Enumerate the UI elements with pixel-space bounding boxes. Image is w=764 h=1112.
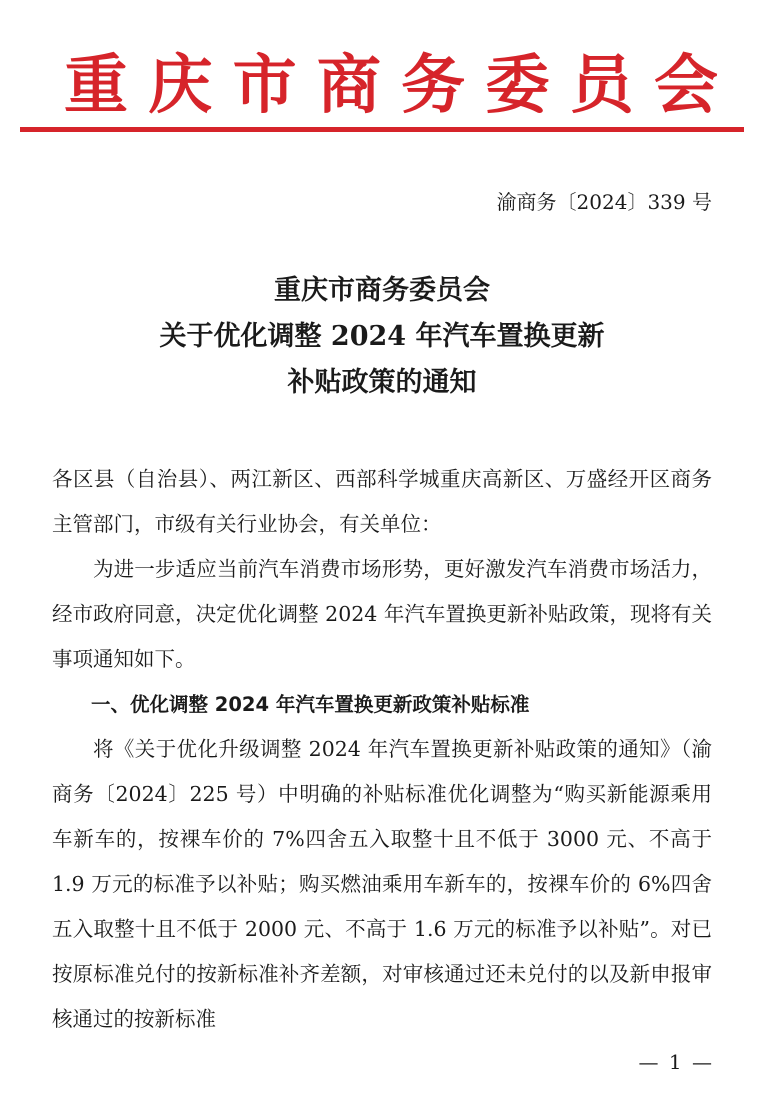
- section-heading: 一、优化调整 2024 年汽车置换更新政策补贴标准: [91, 693, 530, 716]
- org-char: 重: [64, 48, 128, 123]
- organization-header: [20, 38, 744, 122]
- document-body: [52, 457, 712, 1042]
- org-char: 务: [401, 48, 466, 123]
- title-line-1: 重庆市商务委员会: [274, 275, 490, 306]
- addressee: 各区县（自治县）、两江新区、西部科学城重庆高新区、万盛经开区商务主管部门，市级有关行业协会，有关单位：: [52, 467, 712, 536]
- org-char: 员: [569, 48, 634, 123]
- document-title: [0, 268, 764, 406]
- document-number: 渝商务〔2024〕339 号: [496, 190, 712, 214]
- page-number: — 1 —: [638, 1050, 714, 1074]
- paragraph-subsidy-standard: 将《关于优化升级调整 2024 年汽车置换更新补贴政策的通知》（渝商务〔2024〕225 号）中明确的补贴标准优化调整为“购买新能源乘用车新车的，按裸车价的 7%四舍五入取整十且不低于 3000 元、不高于 1.9 万元的标准予以补贴；购买燃油乘用车新车的，按裸车价的 6%四舍五入取整十且不低于 2000 元、不高于 1.6 万元的标准予以补贴”。对已按原标准兑付的按新标准补齐差额，对审核通过还未兑付的以及新申报审核通过的按新标准: [52, 737, 712, 1031]
- org-char: 会: [653, 48, 718, 123]
- org-char: 委: [485, 48, 550, 123]
- paragraph-intro: 为进一步适应当前汽车消费市场形势，更好激发汽车消费市场活力，经市政府同意，决定优化调整 2024 年汽车置换更新补贴政策，现将有关事项通知如下。: [52, 557, 712, 671]
- org-char: 庆: [148, 48, 213, 123]
- header-red-rule: [20, 127, 744, 132]
- title-line-3: 补贴政策的通知: [287, 367, 477, 398]
- title-line-2: 关于优化调整 2024 年汽车置换更新: [159, 321, 605, 352]
- org-char: 商: [316, 48, 381, 123]
- org-char: 市: [232, 48, 297, 123]
